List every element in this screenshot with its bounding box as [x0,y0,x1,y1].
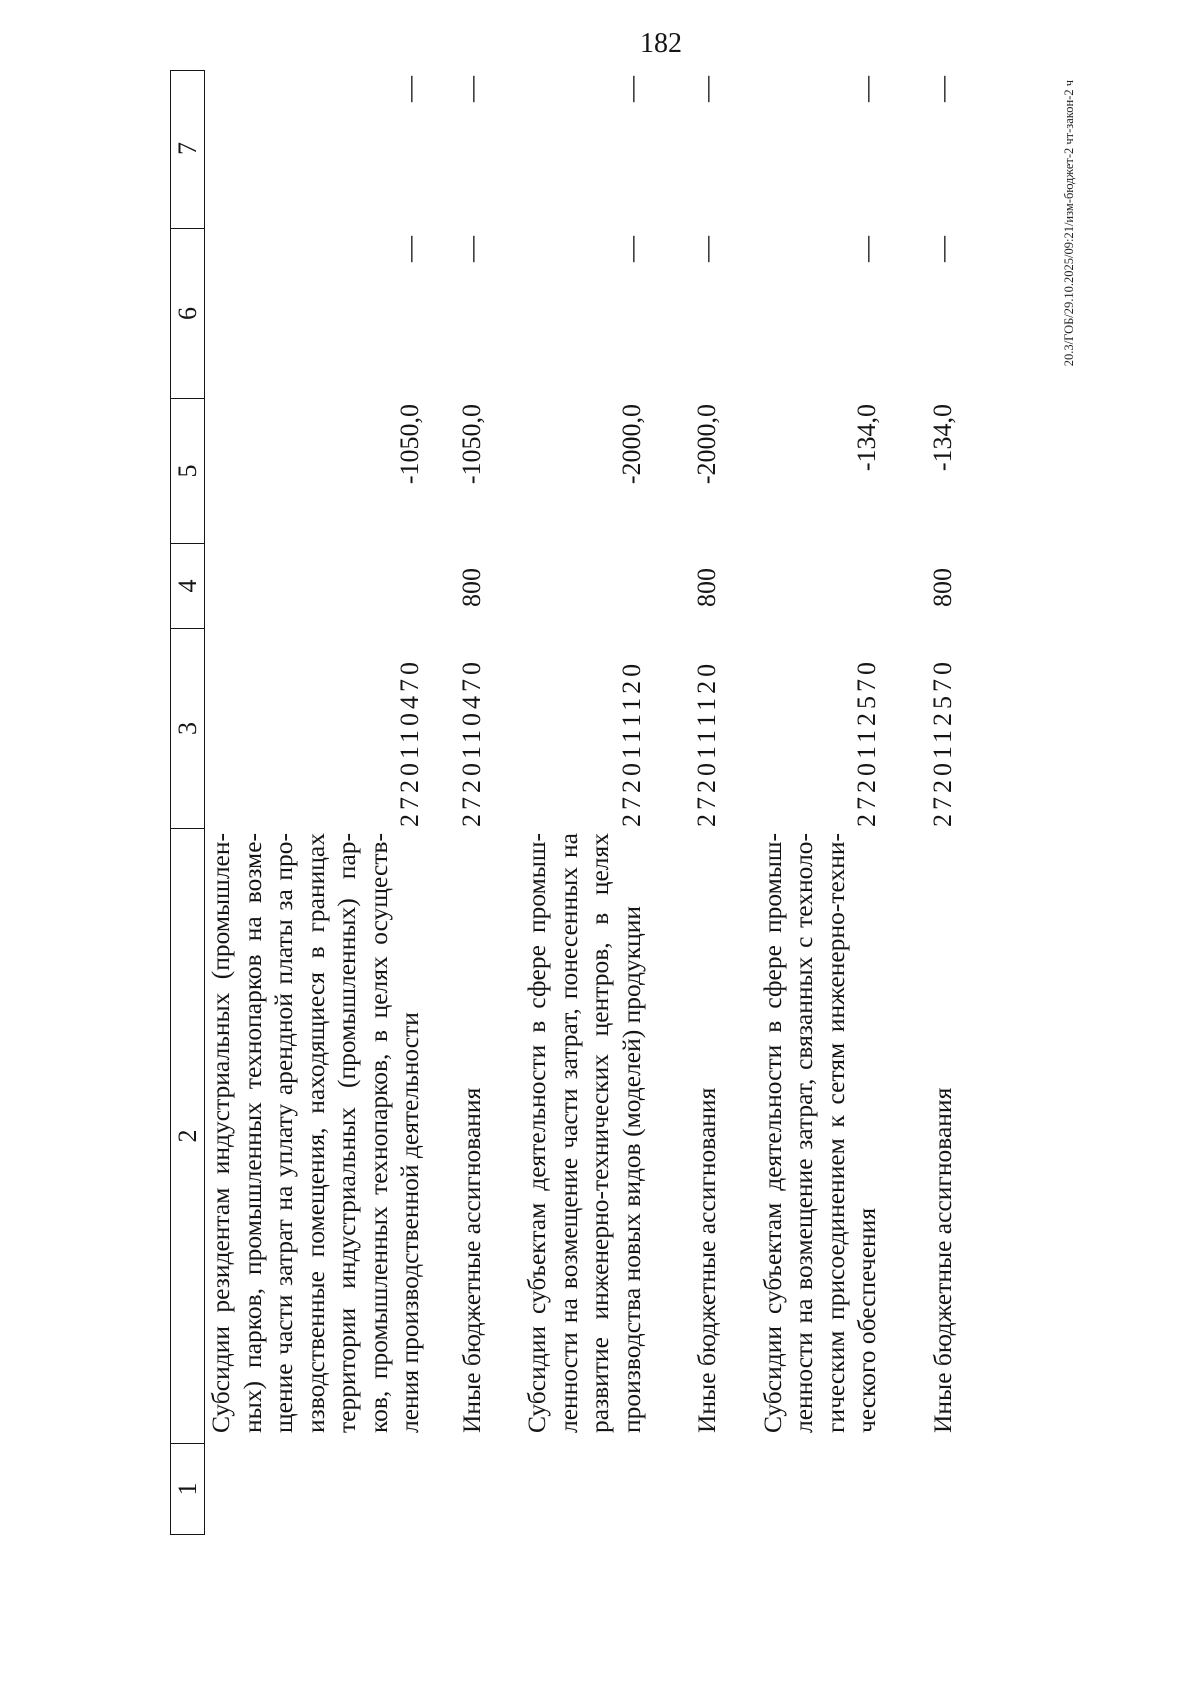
cell-col-7: — [692,76,721,102]
budget-code-cell: 2720111120 [692,659,721,827]
amount-cell: -2000,0 [616,404,646,485]
expense-type-cell [851,545,883,630]
cell-col-1 [394,1445,426,1535]
page-number: 182 [640,28,682,59]
cell-col-6: — [616,236,646,262]
header-cell-col-1: 1 [172,1482,202,1496]
cell-col-6: — [927,236,957,262]
expense-type-cell: 800 [927,568,957,607]
table-row [723,70,883,1535]
table-row [426,70,488,1535]
description-cell [205,830,426,1445]
description-line: изводственные помещения, находящиеся в границах [300,833,330,1433]
cell-col-1 [851,1445,883,1535]
description-line: ленности на возмещение затрат, связанных с техноло- [789,833,818,1433]
cell-col-7: — [927,76,957,102]
description-cell [757,830,883,1445]
cell-col-7: — [456,76,486,102]
header-cell-col-6: 6 [171,229,204,399]
description-line: ков, промышленных технопарков, в целях осуществ- [363,833,393,1433]
document-footer-note: 20.3/ГОБ/29.10.2025/09:21/изм-бюджет-2 чт-закон-2 ч [1062,80,1076,367]
description-line: ческого обеспечения [852,1207,881,1433]
description-line: производства новых видов (моделей) продукции [616,905,646,1433]
amount-cell: -1050,0 [395,404,424,485]
description-line: Субсидии субъектам деятельности в сфере промыш- [522,833,551,1433]
description-line: щение части затрат на уплату арендной платы за про- [269,833,298,1433]
cell-col-6: — [692,236,721,262]
expense-type-cell [616,545,648,630]
table-row [883,70,959,1535]
expense-type-cell: 800 [692,568,721,607]
description-line: Субсидии резидентам индустриальных (промышлен- [206,833,235,1433]
cell-col-1 [456,1445,488,1535]
description-cell [927,830,959,1445]
header-cell-col-3: 3 [171,629,204,829]
amount-cell: -134,0 [927,404,957,472]
description-line: Субсидии субъектам деятельности в сфере промыш- [757,833,787,1433]
cell-col-1 [927,1445,959,1535]
table-row [647,70,723,1535]
header-cell-col-2: 2 [171,829,204,1444]
cell-col-6: — [852,236,881,262]
amount-cell: -134,0 [852,404,881,472]
description-line: ления производственной деятельности [395,1012,424,1433]
header-cell-col-4: 4 [171,544,204,629]
header-cell-col-5: 5 [171,399,204,544]
budget-code-cell: 2720112570 [927,657,957,827]
description-line: ных) парков, промышленных технопарков на возме- [237,833,267,1433]
budget-code-cell: 2720110470 [456,657,486,827]
expense-type-cell [394,545,426,630]
table-row [487,70,647,1535]
description-line: ленности на возмещение части затрат, понесенных на [553,833,583,1433]
budget-code-cell: 2720110470 [395,657,424,827]
description-line: Иные бюджетные ассигнования [692,1087,721,1433]
description-line: развитие инженерно-технических центров, в целях [585,833,614,1433]
description-cell [521,830,647,1445]
cell-col-7: — [616,76,646,102]
description-line: гическим присоединением к сетям инженерно-техни- [820,833,850,1433]
cell-col-7: — [395,76,424,102]
description-line: Иные бюджетные ассигнования [456,1087,486,1433]
description-cell [691,830,723,1445]
description-line: территории индустриальных (промышленных) пар- [332,833,361,1433]
description-cell [456,830,488,1445]
table-header-row [170,70,205,1535]
amount-cell: -1050,0 [456,404,486,485]
budget-table [170,70,958,1535]
table-body [205,70,958,1535]
cell-col-7: — [852,76,881,102]
expense-type-cell: 800 [456,568,486,607]
description-line: Иные бюджетные ассигнования [927,1087,957,1433]
header-cell-col-7: 7 [171,69,204,229]
budget-code-cell: 2720111120 [616,659,646,827]
cell-col-6: — [395,236,424,262]
cell-col-6: — [456,236,486,262]
amount-cell: -2000,0 [692,404,721,485]
cell-col-1 [691,1445,723,1535]
table-row [205,70,426,1535]
budget-code-cell: 2720112570 [852,657,881,827]
cell-col-1 [616,1445,648,1535]
